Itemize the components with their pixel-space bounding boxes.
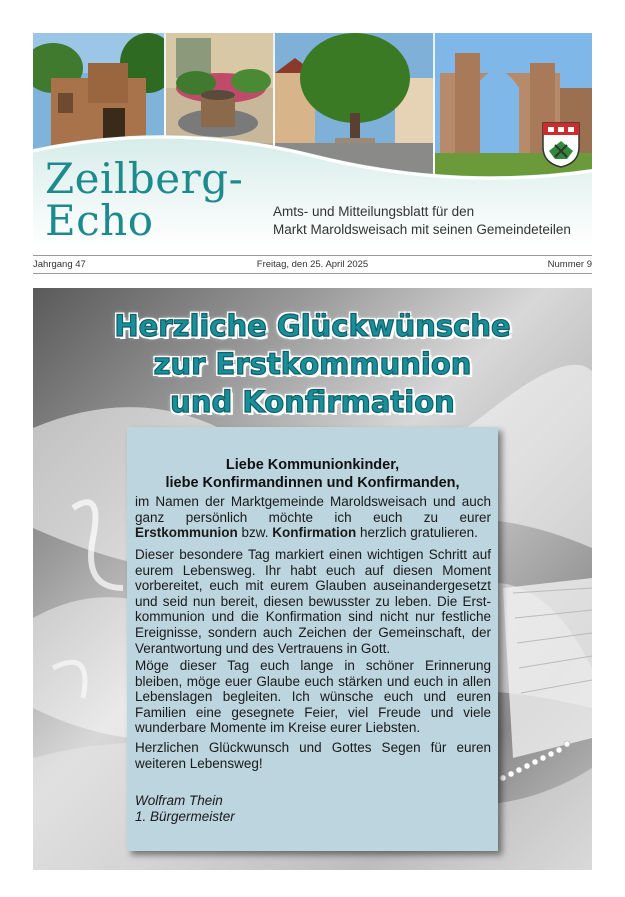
masthead-subtitle-line1: Amts- und Mitteilungsblatt für den — [273, 204, 475, 219]
headline-line2: zur Erstkommunion — [153, 347, 472, 381]
masthead-subtitle-line2: Markt Maroldsweisach mit seinen Gemeindeteilen — [273, 222, 571, 237]
headline-line3: und Konfirmation — [170, 385, 455, 419]
masthead-title-line1: Zeilberg- — [45, 154, 244, 203]
volume-label: Jahrgang 47 — [33, 259, 86, 270]
issue-info-bar — [33, 255, 592, 274]
headline-line1: Herzliche Glückwünsche — [114, 309, 511, 343]
issue-number: Nummer 9 — [547, 259, 592, 270]
letter-paragraph-4: Herzlichen Glückwunsch und Gottes Segen für euren weiteren Lebensweg! — [135, 740, 491, 771]
greeting-letter-box — [127, 427, 498, 851]
hero-section — [33, 288, 592, 870]
signature-title: 1. Bürgermeister — [135, 809, 235, 824]
p1-bold-konfirmation: Konfirmation — [272, 525, 357, 541]
masthead-title-line2: Echo — [45, 196, 154, 245]
p1-text-2: bzw. — [237, 525, 273, 541]
letter-paragraph-1 — [135, 494, 491, 541]
p1-text-3: herzlich gratulieren. — [356, 525, 478, 541]
coat-of-arms-icon — [541, 121, 581, 169]
issue-date: Freitag, den 25. April 2025 — [256, 259, 369, 270]
letter-paragraph-2: Dieser besondere Tag markiert einen wichtigen Schritt auf eurem Lebensweg. Ihr habt euch auf diesen Moment vorbereitet, euch mit eurem Glauben auseinandergesetzt und seid nun bereit, diesen bewusster zu leben. Die Erst-kommunion und die Konfirmation sind nicht nur festliche Ereignisse, sondern auch Zeichen der Gemeinschaft, der Verantwortung und des Vertrauens in Gott. — [135, 547, 491, 656]
salutation-line2: liebe Konfirmandinnen und Konfirmanden, — [165, 475, 460, 491]
letter-paragraph-3: Möge dieser Tag euch lange in schöner Erinnerung bleiben, möge euer Glaube euch stärken und euch in allen Lebenslagen begleiten. Ich wünsche euch und euren Familien eine gesegnete Feier, viel Freude und viele wunderbare Momente im Kreise eurer Liebsten. — [135, 658, 491, 736]
salutation-line1: Liebe Kommunionkinder, — [225, 457, 400, 473]
p1-text-1: im Namen der Marktgemeinde Maroldsweisach und auch ganz persönlich möchte ich euch zu eurer — [135, 494, 491, 525]
masthead — [33, 33, 592, 248]
signature-name: Wolfram Thein — [135, 793, 223, 808]
p1-bold-erstkommunion: Erstkommunion — [135, 525, 238, 541]
